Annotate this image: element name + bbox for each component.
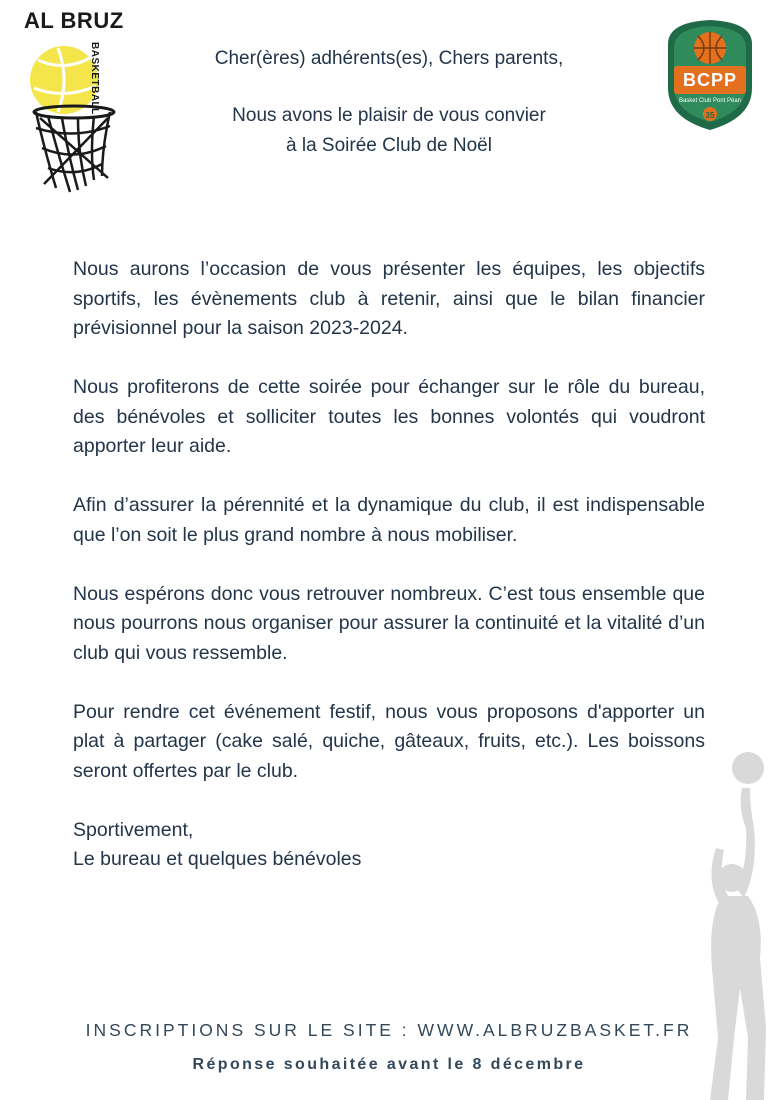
bcpp-logo-number: 35 (705, 111, 715, 120)
al-bruz-logo-vertical-label: BASKETBALL (89, 42, 100, 115)
paragraph-esperons: Nous espérons donc vous retrouver nombreux. C’est tous ensemble que nous pourrons nous organiser pour assurer la continuité et la vitalité d’un club qui vous ressemble. (73, 582, 705, 664)
reply-deadline-line: Réponse souhaitée avant le 8 décembre (192, 1056, 586, 1073)
letter-header (150, 44, 628, 161)
paragraph-bureau: Nous profiterons de cette soirée pour échanger sur le rôle du bureau, des bénévoles et solliciter toutes les bonnes volontés qui voudront apporter leur aide. (73, 376, 705, 457)
paragraph-mobilisation: Afin d’assurer la pérennité et la dynamique du club, il est indispensable que l’on soit le plus grand nombre à nous mobiliser. (73, 494, 705, 546)
greeting: Cher(ères) adhérents(es), Chers parents, (214, 48, 564, 69)
bcpp-logo-letters: BCPP (682, 70, 737, 90)
letter-body (73, 255, 705, 875)
invitation-line-2: à la Soirée Club de Noël (286, 135, 492, 156)
paragraph-plat: Pour rendre cet événement festif, nous vous proposons d'apporter un plat à partager (cake salé, quiche, gâteaux, fruits, etc.). Les boissons seront offertes par le club. (73, 700, 705, 782)
basketball-hoop-logo-icon (18, 8, 130, 196)
bcpp-logo (662, 14, 758, 132)
al-bruz-logo (18, 8, 130, 196)
inscriptions-line: INSCRIPTIONS SUR LE SITE : WWW.ALBRUZBASKET.FR (85, 1020, 693, 1040)
closing-sportivement: Sportivement, (73, 818, 194, 841)
invitation-line-1: Nous avons le plaisir de vous convier (232, 105, 546, 126)
al-bruz-logo-title: AL BRUZ (24, 8, 124, 33)
paragraph-presentation: Nous aurons l’occasion de vous présenter les équipes, les objectifs sportifs, les évènements club à retenir, ainsi que le bilan financier prévisionnel pour la saison 2023-2024. (73, 258, 705, 339)
closing-signature: Le bureau et quelques bénévoles (73, 848, 362, 870)
bcpp-logo-subtitle: Basket Club Pont Péan (678, 98, 742, 104)
basketball-player-silhouette-icon (688, 738, 778, 1100)
